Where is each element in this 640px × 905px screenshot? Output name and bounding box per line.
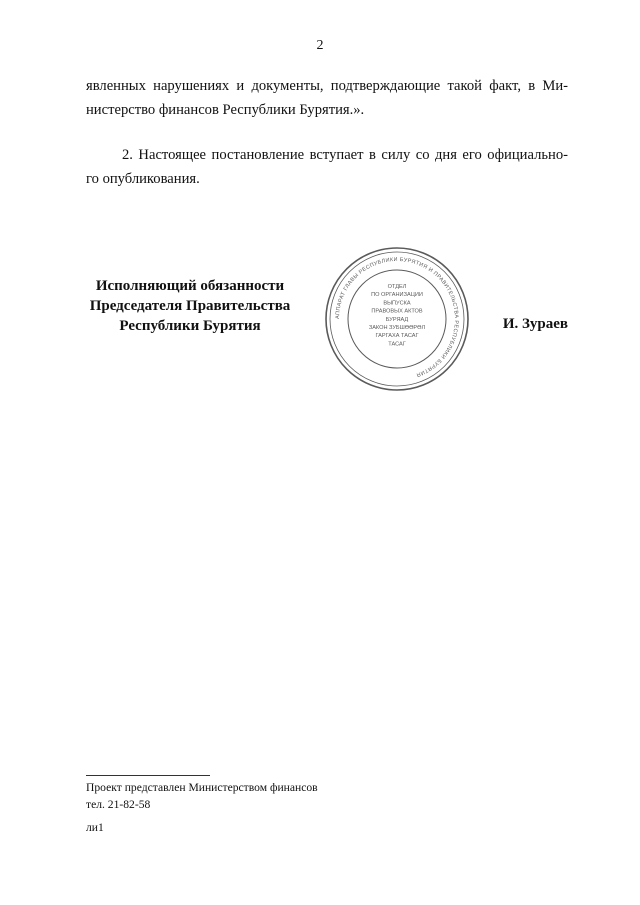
footer-phone: тел. 21-82-58 — [86, 798, 151, 811]
footer-project-note: Проект представлен Министерством финансов — [86, 781, 318, 794]
signatory-title-line: Республики Бурятия — [119, 318, 261, 334]
signatory-title — [70, 276, 310, 336]
footer-initials: ли1 — [86, 821, 104, 834]
signatory-title-line: Председателя Правительства — [89, 298, 291, 314]
paragraph-line: нистерство финансов Республики Бурятия.». — [86, 102, 365, 118]
paragraph-line: 2. Настоящее постановление вступает в силу со дня его официально- — [122, 147, 568, 163]
seal-ring-text: АППАРАТ ГЛАВЫ РЕСПУБЛИКИ БУРЯТИЯ И ПРАВИТЕЛЬСТВА РЕСПУБЛИКИ БУРЯТИЯ — [334, 256, 460, 378]
seal-inner-line: ВЫПУСКА — [383, 300, 411, 307]
paragraph-continuation — [86, 74, 568, 122]
seal-inner-line: ОТДЕЛ — [387, 284, 407, 290]
official-seal — [322, 244, 472, 394]
seal-inner-line: ПРАВОВЫХ АКТОВ — [371, 308, 423, 315]
seal-inner-line: ТАСАГ — [388, 341, 406, 348]
paragraph-line: го опубликования. — [86, 171, 200, 187]
paragraph-line: явленных нарушениях и документы, подтверждающие такой факт, в Ми- — [86, 78, 568, 94]
seal-inner-text — [369, 284, 426, 347]
seal-inner-line: ГАРГАХА ТАСАГ — [375, 333, 419, 340]
seal-inner-line: БУРЯАД — [385, 316, 409, 323]
seal-inner-line: ПО ОРГАНИЗАЦИИ — [371, 292, 423, 299]
signer-name: И. Зураев — [502, 316, 568, 332]
page-number: 2 — [316, 38, 324, 53]
seal-inner-line: ЗАКОН ЗУБШӨӨРӨЛ — [368, 325, 426, 331]
signatory-title-line: Исполняющий обязанности — [95, 278, 285, 294]
paragraph-effective-date — [86, 143, 568, 191]
footer-divider — [86, 775, 210, 776]
